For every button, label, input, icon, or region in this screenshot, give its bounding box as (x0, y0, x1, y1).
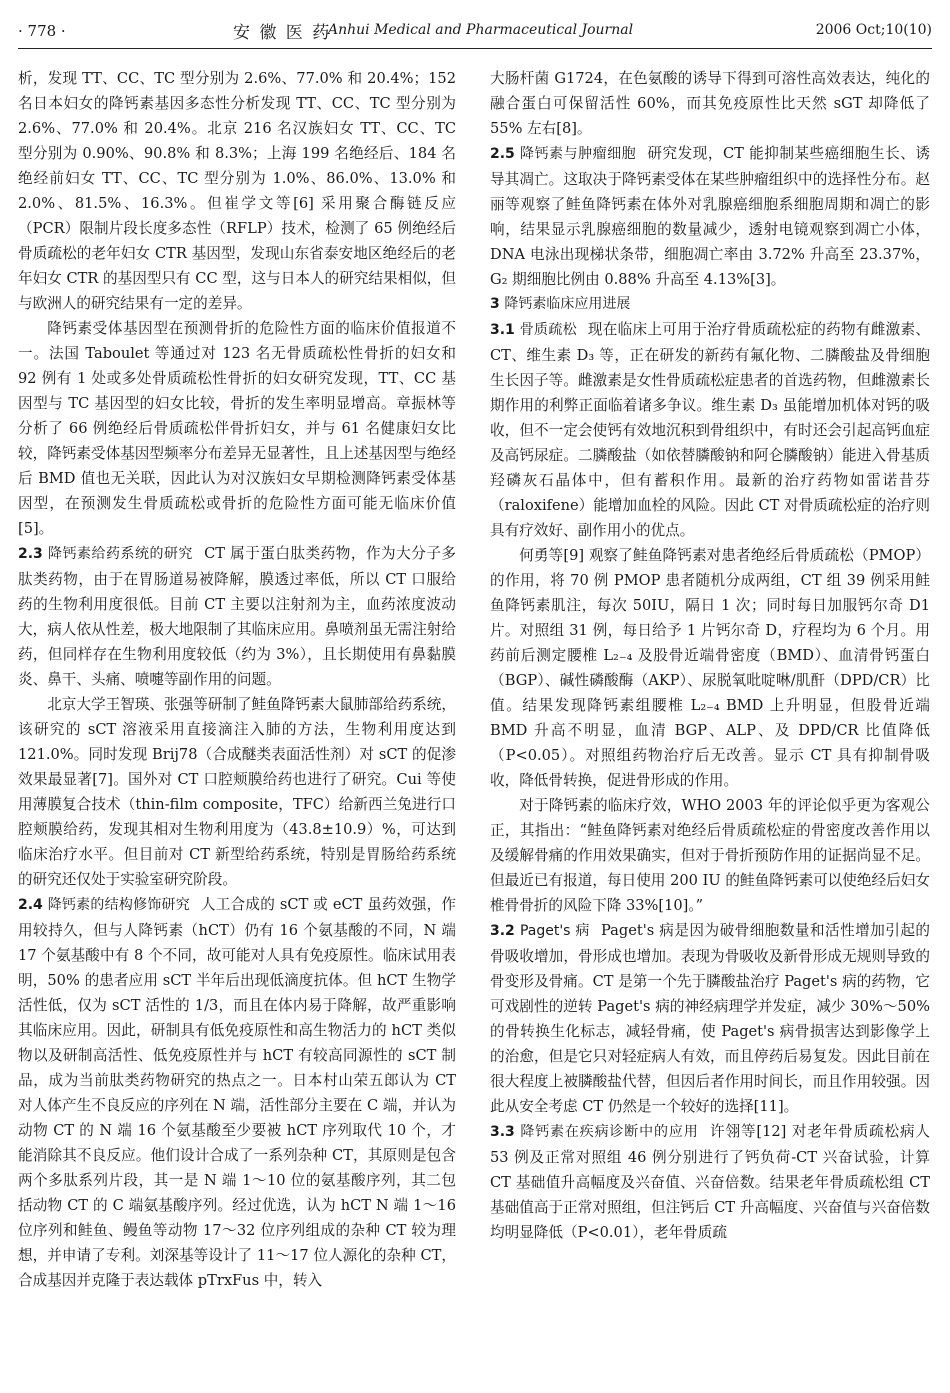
section-number: 3.3 (490, 1124, 515, 1140)
paragraph: 北京大学王智瑛、张强等研制了鲑鱼降钙素大鼠肺部给药系统，该研究的 sCT 溶液采用直接滴注入肺的方法，生物利用度达到 121.0%。同时发现 Brij78（合成醚类表面活性剂）对 sCT 的促渗效果最显著[7]。国外对 CT 口腔颊膜给药也进行了研究。Cui 等使用薄膜复合技术（thin-film composite，TFC）给新西兰兔进行口腔颊膜给药，发现其相对生物利用度为（43.8±10.9）%，可达到临床治疗水平。但目前对 CT 新型给药系统，特别是胃肠给药系统的研究还仅处于实验室研究阶段。 (18, 696, 456, 888)
section-title: 降钙素与肿瘤细胞 (519, 146, 637, 162)
left-column (18, 66, 456, 1293)
section-3-3 (490, 1119, 930, 1245)
journal-issue: 2006 Oct;10(10) (815, 22, 932, 38)
section-number: 3.1 (490, 322, 515, 338)
section-3-2 (490, 918, 930, 1119)
paragraph: 许翎等[12] 对老年骨质疏松病人 53 例及正常对照组 46 例分别进行了钙负荷-CT 兴奋试验，计算 CT 基础值升高幅度及兴奋值、兴奋倍数。结果老年骨质疏松组 CT 基础值高于正常对照组，但注钙后 CT 升高幅度、兴奋值与兴奋倍数均明显降低（P<0.01），老年骨质疏 (490, 1123, 931, 1241)
section-number: 3.2 (490, 923, 515, 939)
page-header (18, 14, 932, 49)
section-2-5 (490, 141, 930, 292)
section-title: 降钙素临床应用进展 (504, 296, 631, 312)
paragraph: 析，发现 TT、CC、TC 型分别为 2.6%、77.0% 和 20.4%；152 名日本妇女的降钙素基因多态性分析发现 TT、CC、TC 型分别为 2.6%、77.0% 和 20.4%。北京 216 名汉族妇女 TT、CC、TC 型分别为 0.90%、90.8% 和 8.3%；上海 199 名绝经后、184 名绝经前妇女 TT、CC、TC 型分别为 1.0%、86.0%、13.0% 和 2.0%、81.5%、16.3%。但崔学文等[6] 采用聚合酶链反应（PCR）限制片段长度多态性（RFLP）技术，检测了 65 例绝经后骨质疏松的老年妇女 CTR 基因型，发现山东省泰安地区绝经后的老年妇女 CTR 的基因型只有 CC 型，这与日本人的研究结果相似，但与欧洲人的研究结果有一定的差异。 (18, 70, 456, 312)
section-title: 骨质疏松 (519, 322, 577, 338)
paragraph: CT 属于蛋白肽类药物，作为大分子多肽类药物，由于在胃肠道易被降解，膜透过率低，所以 CT 口服给药的生物利用度很低。目前 CT 主要以注射剂为主，血药浓度波动大，病人依从性差，极大地限制了其临床应用。鼻喷剂虽无需注射给药，但同样存在生物利用度较低（约为 3%），且长期使用有鼻黏膜炎、鼻干、头痛、喷嚏等副作用的问题。 (18, 545, 456, 688)
page-number: · 778 · (18, 22, 66, 40)
paragraph: 对于降钙素的临床疗效，WHO 2003 年的评论似乎更为客观公正，其指出：“鲑鱼降钙素对绝经后骨质疏松症的骨密度改善作用以及缓解骨痛的作用效果确实，但对于骨折预防作用的证据尚显不足。但最近已有报道，每日使用 200 IU 的鲑鱼降钙素可以使绝经后妇女椎骨骨折的风险下降 33%[10]。” (490, 797, 930, 914)
section-title: 降钙素给药系统的研究 (47, 546, 193, 562)
section-number: 2.5 (490, 146, 515, 162)
section-title: 降钙素在疾病诊断中的应用 (520, 1124, 699, 1140)
right-column (490, 66, 930, 1245)
paragraph: 现在临床上可用于治疗骨质疏松症的药物有雌激素、CT、维生素 D₃ 等，正在研发的新药有氟化物、二膦酸盐及骨细胞生长因子等。雌激素是女性骨质疏松症患者的首选药物，但雌激素长期作用的利弊正面临着诸多争议。维生素 D₃ 虽能增加机体对钙的吸收，但不一定会使钙有效地沉积到骨组织中，有时还会引起高钙血症及高钙尿症。二膦酸盐（如依替膦酸钠和阿仑膦酸钠）能进入骨基质羟磷灰石晶体中，但有蓄积作用。最新的治疗药物如雷诺昔芬（raloxifene）能增加血栓的风险。因此 CT 对骨质疏松症的治疗则具有疗效好、副作用小的优点。 (490, 321, 931, 539)
journal-title-en: Anhui Medical and Pharmaceutical Journal (328, 22, 634, 38)
section-3-heading (490, 292, 930, 317)
section-title: Paget's 病 (519, 923, 590, 939)
paragraph: 研究发现，CT 能抑制某些癌细胞生长、诱导其凋亡。这取决于降钙素受体在某些肿瘤组织中的选择性分布。赵丽等观察了鲑鱼降钙素在体外对乳腺癌细胞系细胞周期和凋亡的影响，结果显示乳腺癌细胞的数量减少，透射电镜观察到凋亡小体，DNA 电泳出现梯状条带，细胞凋亡率由 3.72% 升高至 23.37%，G₂ 期细胞比例由 0.88% 升高至 4.13%[3]。 (490, 145, 931, 288)
section-3-1 (490, 317, 930, 543)
section-2-4 (18, 892, 456, 1293)
section-number: 2.3 (18, 546, 43, 562)
section-2-3 (18, 541, 456, 692)
paragraph: 大肠杆菌 G1724，在色氨酸的诱导下得到可溶性高效表达，纯化的融合蛋白可保留活性 60%，而其免疫原性比天然 sGT 却降低了 55% 左右[8]。 (490, 70, 930, 137)
journal-title-cn: 安 徽 医 药 (233, 23, 332, 43)
paragraph: 降钙素受体基因型在预测骨折的危险性方面的临床价值报道不一。法国 Taboulet 等通过对 123 名无骨质疏松性骨折的妇女和 92 例有 1 处或多处骨质疏松性骨折的妇女研究发现，TT、CC 基因型与 TC 基因型的妇女比较，骨折的发生率明显增高。章振林等分析了 66 例绝经后骨质疏松伴骨折妇女，并与 61 名健康妇女比较，降钙素受体基因型频率分布差异无显著性，且上述基因型与绝经后 BMD 值也无关联，因此认为对汉族妇女早期检测降钙素受体基因型，在预测发生骨质疏松或骨折的危险性方面可能无临床价值[5]。 (18, 320, 456, 537)
paragraph: Paget's 病是因为破骨细胞数量和活性增加引起的骨吸收增加，骨形成也增加。表现为骨吸收及新骨形成无规则导致的骨变形及骨痛。CT 是第一个先于膦酸盐治疗 Paget's 病的药物，它可戏剧性的逆转 Paget's 病的神经病理学并发症，减少 30%～50% 的骨转换生化标志，减轻骨痛，使 Paget's 病骨损害达到影像学上的治愈，但是它只对轻症病人有效，而且停药后易复发。因此目前在很大程度上被膦酸盐代替，但因后者作用时间长，而且作用较强。因此从安全考虑 CT 仍然是一个较好的选择[11]。 (490, 922, 931, 1115)
paragraph: 何勇等[9] 观察了鲑鱼降钙素对患者绝经后骨质疏松（PMOP）的作用，将 70 例 PMOP 患者随机分成两组，CT 组 39 例采用鲑鱼降钙素肌注，每次 50IU，隔日 1 次；同时每日加服钙尔奇 D1 片。对照组 31 例，每日给予 1 片钙尔奇 D，疗程均为 6 个月。用药前后测定腰椎 L₂₋₄ 及股骨近端骨密度（BMD）、血清骨钙蛋白（BGP）、碱性磷酸酶（AKP）、尿脱氧吡啶啉/肌酐（DPD/CR）比值。结果发现降钙素组腰椎 L₂₋₄ BMD 上升明显，但股骨近端 BMD 升高不明显，血清 BGP、ALP、及 DPD/CR 比值降低（P<0.05）。对照组药物治疗后无改善。显示 CT 具有抑制骨吸收，降低骨转换，促进骨形成的作用。 (490, 547, 930, 789)
paragraph: 人工合成的 sCT 或 eCT 虽药效强，作用较持久，但与人降钙素（hCT）仍有 16 个氨基酸的不同，N 端 17 个氨基酸中有 8 个不同，故可能对人具有免疫原性。临床试用表明，50% 的患者应用 sCT 半年后出现低滴度抗体。但 hCT 生物学活性低，仅为 sCT 活性的 1/3，而且在体内易于降解，故严重影响其临床应用。因此，研制具有低免疫原性和高生物活力的 hCT 类似物以及研制高活性、低免疫原性并与 hCT 有较高同源性的 sCT 制品，成为当前肽类药物研究的热点之一。日本村山荣五郎认为 CT 对人体产生不良反应的序列在 N 端，活性部分主要在 C 端，并认为动物 CT 的 N 端 16 个氨基酸至少要被 hCT 序列取代 10 个，才能消除其不良反应。他们设计合成了一系列杂种 CT，其原则是包含两个多肽系列片段，其一是 N 端 1～10 位的氨基酸序列，其二包括动物 CT 的 C 端氨基酸序列。经过优选，认为 hCT N 端 1～16 位序列和鲑鱼、鳗鱼等动物 17～32 位序列组成的杂种 CT 较为理想，并申请了专利。刘深基等设计了 11～17 位人源化的杂种 CT，合成基因并克隆于表达载体 pTrxFus 中，转入 (18, 896, 457, 1289)
section-number: 2.4 (18, 897, 43, 913)
section-title: 降钙素的结构修饰研究 (47, 897, 191, 913)
section-number: 3 (490, 296, 500, 312)
